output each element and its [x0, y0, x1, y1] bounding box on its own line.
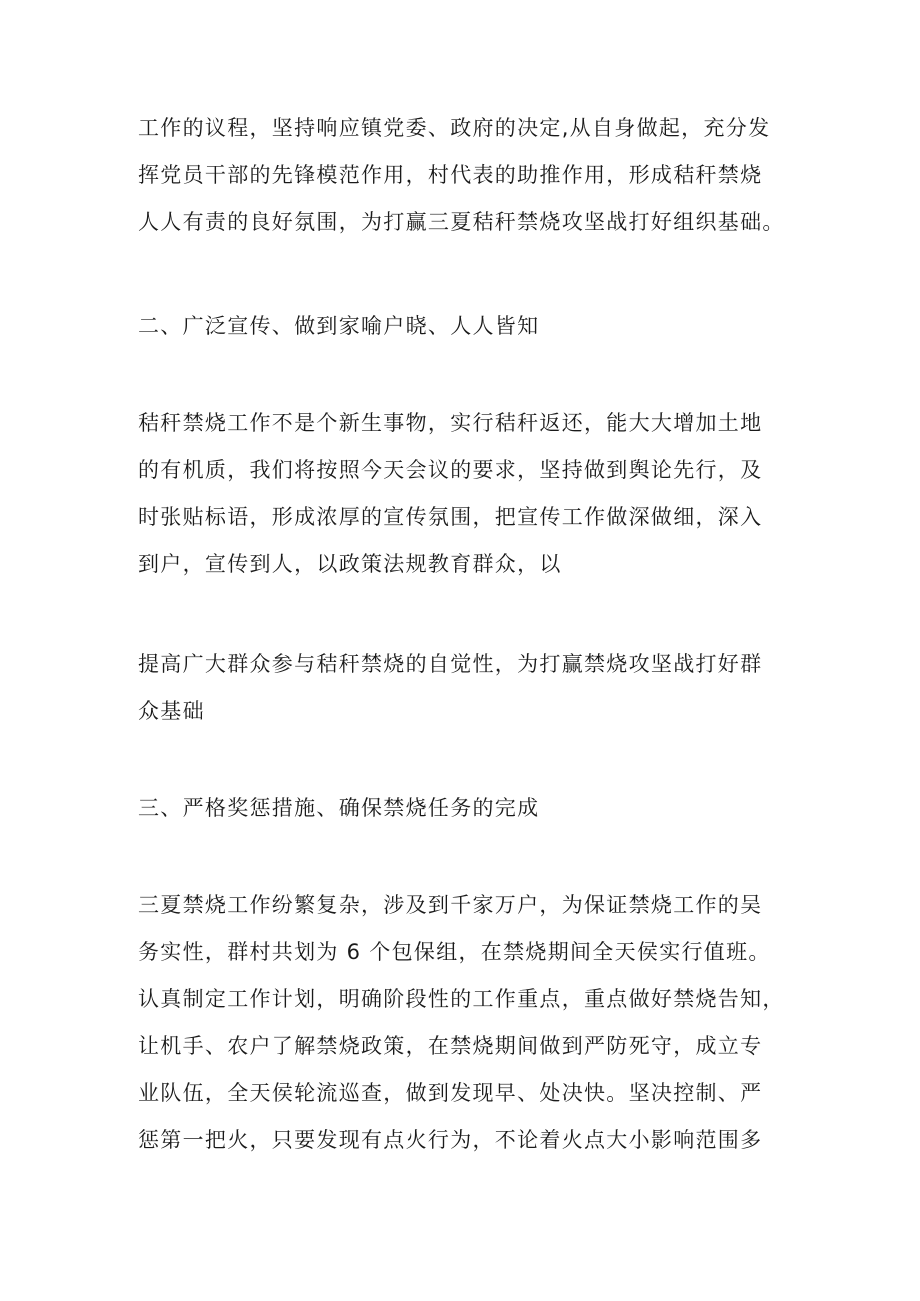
text-line: 时张贴标语，形成浓厚的宣传氛围，把宣传工作做深做细，深入 [138, 505, 763, 529]
text-line: 人人有责的良好氛围，为打赢三夏秸秆禁烧攻坚战打好组织基础。 [138, 210, 785, 234]
text-line: 三夏禁烧工作纷繁复杂，涉及到千家万户，为保证禁烧工作的吴 [138, 893, 763, 917]
paragraph-1 [138, 105, 798, 246]
text-line: 众基础 [138, 699, 205, 723]
paragraph-4 [138, 882, 798, 1164]
paragraph-3 [138, 641, 798, 735]
text-line: 认真制定工作计划，明确阶段性的工作重点，重点做好禁烧告知， [138, 987, 785, 1011]
text-line: 秸秆禁烧工作不是个新生事物，实行秸秆返还，能大大增加土地 [138, 411, 763, 435]
paragraph-2 [138, 400, 798, 588]
text-line: 挥党员干部的先锋模范作用，村代表的助推作用，形成秸秆禁烧 [138, 163, 763, 187]
heading-text: 三、严格奖惩措施、确保禁烧任务的完成 [138, 796, 540, 820]
section-heading-3 [138, 785, 798, 832]
text-line: 提高广大群众参与秸秆禁烧的自觉性，为打赢禁烧攻坚战打好群 [138, 652, 763, 676]
heading-text: 二、广泛宣传、做到家喻户晓、人人皆知 [138, 314, 540, 338]
section-heading-2 [138, 303, 798, 350]
text-line: 的有机质，我们将按照今天会议的要求，坚持做到舆论先行，及 [138, 458, 763, 482]
text-line: 到户，宣传到人，以政策法规教育群众，以 [138, 552, 562, 576]
text-line: 业队伍，全天侯轮流巡查，做到发现早、处决快。坚决控制、严 [138, 1081, 763, 1105]
text-line: 让机手、农户了解禁烧政策，在禁烧期间做到严防死守，成立专 [138, 1034, 763, 1058]
text-line: 工作的议程，坚持响应镇党委、政府的决定,从自身做起，充分发 [138, 116, 771, 140]
text-line: 惩第一把火，只要发现有点火行为，不论着火点大小影响范围多 [138, 1128, 763, 1152]
text-line: 务实性，群村共划为 6 个包保组，在禁烧期间全天侯实行值班。 [138, 940, 771, 964]
